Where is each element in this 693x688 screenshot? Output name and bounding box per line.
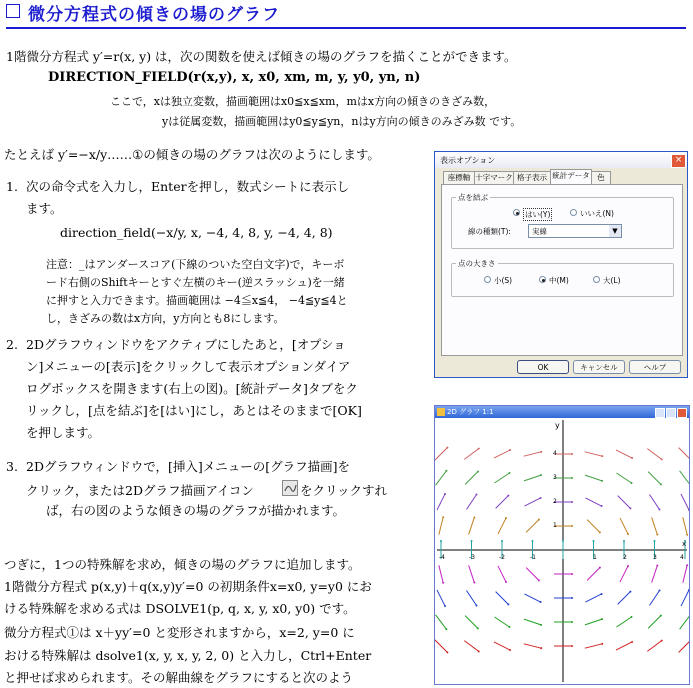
slope-endpoint	[627, 533, 629, 535]
slope-endpoint	[440, 540, 442, 542]
slope-segment	[620, 518, 628, 534]
slope-endpoint	[471, 540, 473, 542]
slope-segment	[464, 449, 478, 460]
slope-endpoint	[661, 458, 663, 460]
step-2-number: 2.	[6, 337, 18, 352]
slope-segment	[680, 615, 689, 629]
slope-endpoint	[540, 474, 542, 476]
y-axis-label: y	[555, 421, 560, 430]
slope-segment	[681, 494, 689, 510]
example-text: たとえば y′=−x/y……①の傾きの場のグラフは次のようにします。	[4, 147, 380, 162]
x-tick-m2: -2	[499, 554, 505, 561]
slope-segment	[648, 472, 661, 485]
checkbox-icon	[6, 4, 20, 18]
slope-segment	[524, 498, 540, 506]
slope-endpoint	[660, 615, 662, 617]
step-3-line-1: 2Dグラフウィンドウで，[挿入]メニューの[グラフ描画]を	[26, 459, 350, 474]
slope-endpoint	[540, 497, 542, 499]
x-axis-label: x	[682, 540, 687, 548]
slope-segment	[467, 591, 477, 606]
slope-endpoint	[475, 604, 477, 606]
slope-endpoint	[538, 519, 540, 521]
slope-endpoint	[478, 650, 480, 652]
dialog-title: 表示オプション	[440, 156, 496, 165]
x-tick-3: 3	[653, 554, 657, 561]
step-3-line-2b: をクリックすれ	[300, 483, 388, 498]
point-size-label: 点の大きさ	[458, 259, 496, 268]
slope-endpoint	[507, 603, 509, 605]
slope-endpoint	[599, 531, 601, 533]
slope-endpoint	[601, 643, 603, 645]
slope-endpoint	[631, 641, 633, 643]
slope-endpoint	[473, 516, 475, 518]
slope-segment	[467, 495, 477, 510]
line-type-label: 線の種類(T):	[468, 227, 511, 236]
slope-endpoint	[540, 601, 542, 603]
step-2-line-3: ログボックスを開きます(右上の図)。[統計データ]タブをク	[26, 381, 358, 396]
slope-segment	[495, 617, 510, 627]
step-1-line-1: 次の命令式を入力し，Enterを押し，数式シートに表示し	[26, 179, 350, 194]
slope-endpoint	[562, 540, 564, 542]
slope-endpoint	[627, 565, 629, 567]
step-2-line-5: を押します。	[26, 425, 101, 440]
note-line-2: ード右側のShiftキーとすぐ左横のキー(逆スラッシュ)を一緒	[46, 276, 345, 289]
slope-segment	[585, 644, 602, 648]
help-button[interactable]: ヘルプ	[629, 360, 681, 374]
slope-endpoint	[509, 449, 511, 451]
connect-yes-radio[interactable]	[513, 209, 520, 216]
slope-segment	[587, 568, 600, 581]
slope-segment	[680, 471, 689, 485]
slope-segment	[495, 473, 510, 483]
close-icon[interactable]	[677, 408, 687, 418]
slope-endpoint	[656, 564, 658, 566]
slope-segment	[469, 517, 475, 534]
slope-segment	[524, 644, 541, 648]
slope-endpoint	[477, 471, 479, 473]
connect-no-label[interactable]: いいえ(N)	[580, 209, 614, 218]
slope-segment	[585, 475, 602, 481]
slope-segment	[436, 615, 447, 629]
slope-endpoint	[630, 482, 632, 484]
step-1-line-2: ます。	[26, 201, 63, 216]
slope-segment	[683, 517, 687, 534]
slope-endpoint	[508, 626, 510, 628]
slope-segment	[524, 452, 541, 456]
slope-endpoint	[658, 508, 660, 510]
where-line-2: yは従属変数，描画範囲はy0≦y≦yn，nはy方向の傾きのみざみ数 です。	[162, 115, 522, 128]
slope-segment	[617, 617, 632, 627]
slope-endpoint	[623, 540, 625, 542]
command-text: direction_field(−x/y, x, −4, 4, 8, y, −4, 4, 8)	[60, 225, 333, 240]
step-3-number: 3.	[6, 459, 18, 474]
slope-segment	[647, 449, 661, 460]
slope-endpoint	[477, 627, 479, 629]
connect-points-label: 点を結ぶ	[458, 193, 488, 202]
connect-yes-label[interactable]: はい(Y)	[525, 210, 551, 219]
slope-endpoint	[599, 567, 601, 569]
slope-segment	[465, 472, 478, 485]
slope-segment	[439, 517, 443, 534]
slope-endpoint	[686, 564, 688, 566]
slope-endpoint	[540, 451, 542, 453]
tab-statistics[interactable]: 統計データ	[550, 169, 592, 185]
slope-endpoint	[658, 590, 660, 592]
slope-segment	[469, 565, 475, 582]
line-type-select[interactable]	[528, 224, 622, 238]
ok-button[interactable]: OK	[517, 360, 569, 374]
slope-endpoint	[446, 447, 448, 449]
bottom-line-4: 微分方程式①は x＋yy′=0 と変形されますから，x=2, y=0 に	[4, 625, 355, 640]
slope-segment	[585, 498, 601, 506]
slope-endpoint	[444, 605, 446, 607]
step-1-number: 1.	[6, 179, 18, 194]
slope-segment	[585, 619, 602, 625]
size-large-label[interactable]: 大(L)	[603, 276, 621, 285]
slope-endpoint	[442, 516, 444, 518]
slope-segment	[585, 452, 602, 456]
slope-endpoint	[445, 470, 447, 472]
close-icon[interactable]: ×	[671, 154, 686, 168]
maximize-icon[interactable]	[666, 408, 676, 418]
note-line-4: し，きざみの数はx方向，y方向とも8にします。	[46, 312, 285, 325]
slope-segment	[465, 616, 478, 629]
slope-segment	[496, 496, 509, 509]
slope-endpoint	[630, 616, 632, 618]
slope-endpoint	[601, 480, 603, 482]
size-small-radio[interactable]	[484, 276, 491, 283]
bottom-line-6: と押せば求められます。その解曲線をグラフにすると次のよう	[4, 670, 354, 685]
note-line-3: に押すと入力できます。描画範囲は −4≦x≦4， −4≦y≦4と	[46, 294, 348, 307]
slope-endpoint	[442, 582, 444, 584]
slope-endpoint	[654, 540, 656, 542]
graph-window	[434, 405, 690, 685]
y-tick-1: 1	[553, 522, 557, 529]
slope-endpoint	[571, 621, 573, 623]
x-tick-4: 4	[680, 554, 684, 561]
slope-segment	[435, 640, 447, 653]
x-tick-m1: -1	[530, 554, 536, 561]
slope-endpoint	[505, 517, 507, 519]
slope-segment	[587, 520, 600, 533]
direction-field-plot[interactable]	[435, 418, 689, 684]
slope-segment	[436, 471, 447, 485]
slope-endpoint	[540, 647, 542, 649]
slope-endpoint	[601, 618, 603, 620]
minimize-icon[interactable]	[655, 408, 665, 418]
intro-text: 1階微分方程式 y′=r(x, y) は，次の関数を使えば傾きの場のグラフを描くことができます。	[6, 49, 517, 64]
slope-segment	[494, 450, 510, 458]
step-2-line-1: 2Dグラフウィンドウをアクティブにしたあと，[オプショ	[26, 337, 346, 352]
slope-segment	[679, 448, 689, 461]
size-large-radio[interactable]	[593, 276, 600, 283]
slope-segment	[524, 594, 540, 602]
slope-endpoint	[601, 455, 603, 457]
slope-endpoint	[507, 495, 509, 497]
slope-endpoint	[571, 477, 573, 479]
step-2-line-2: ン]メニューの[表示]をクリックして表示オプションダイア	[26, 359, 351, 374]
slope-endpoint	[660, 483, 662, 485]
slope-endpoint	[593, 540, 595, 542]
slope-endpoint	[686, 534, 688, 536]
slope-segment	[524, 619, 541, 625]
slope-segment	[650, 495, 660, 510]
display-options-dialog	[434, 151, 688, 378]
slope-segment	[437, 590, 445, 606]
slope-segment	[681, 590, 689, 606]
slope-segment	[585, 594, 601, 602]
slope-segment	[496, 592, 509, 605]
x-tick-m3: -3	[469, 554, 475, 561]
slope-endpoint	[501, 540, 503, 542]
connect-points-group	[451, 197, 674, 249]
size-medium-label[interactable]: 中(M)	[549, 276, 569, 285]
slope-endpoint	[478, 448, 480, 450]
tab-pane	[441, 184, 683, 356]
y-tick-3: 3	[553, 474, 557, 481]
x-tick-2: 2	[623, 554, 627, 561]
size-medium-radio[interactable]	[539, 276, 546, 283]
slope-segment	[652, 517, 658, 534]
y-tick-4: 4	[553, 450, 557, 457]
tab-axes[interactable]: 座標軸	[443, 171, 475, 185]
tab-grid[interactable]: 格子表示	[513, 171, 551, 185]
slope-endpoint	[509, 649, 511, 651]
connect-no-radio[interactable]	[570, 209, 577, 216]
slope-segment	[524, 475, 541, 481]
slope-segment	[679, 640, 689, 653]
size-small-label[interactable]: 小(S)	[494, 276, 513, 285]
slope-segment	[648, 616, 661, 629]
slope-endpoint	[656, 534, 658, 536]
slope-endpoint	[629, 591, 631, 593]
slope-segment	[498, 518, 506, 534]
bottom-line-3: ける特殊解を求める式は DSOLVE1(p, q, x, y, x0, y0) です。	[4, 601, 356, 616]
step-2-line-4: リックし，[点を結ぶ]を[はい]にし，あとはそのままで[OK]	[26, 403, 362, 418]
slope-segment	[498, 566, 506, 582]
slope-endpoint	[571, 501, 573, 503]
slope-segment	[618, 592, 631, 605]
bottom-line-2: 1階微分方程式 p(x,y)＋q(x,y)y′=0 の初期条件x=x0, y=y0 にお	[4, 579, 372, 594]
slope-segment	[618, 496, 631, 509]
slope-endpoint	[571, 525, 573, 527]
slope-endpoint	[661, 640, 663, 642]
slope-endpoint	[540, 624, 542, 626]
slope-endpoint	[571, 453, 573, 455]
slope-endpoint	[571, 573, 573, 575]
slope-endpoint	[532, 540, 534, 542]
slope-endpoint	[601, 505, 603, 507]
tab-crosshair[interactable]: 十字マーク	[474, 171, 514, 185]
cancel-button[interactable]: キャンセル	[573, 360, 625, 374]
step-3-line-3: ば，右の図のような傾きの場のグラフが描かれます。	[46, 503, 346, 518]
slope-segment	[652, 565, 658, 582]
slope-segment	[464, 641, 478, 652]
slope-segment	[437, 494, 445, 510]
step-3-line-2a: クリック，または2Dグラフ描画アイコン	[26, 483, 254, 498]
slope-endpoint	[505, 581, 507, 583]
slope-segment	[435, 448, 447, 461]
slope-endpoint	[571, 645, 573, 647]
graph-plot-icon[interactable]	[282, 480, 298, 496]
slope-segment	[683, 565, 687, 582]
slope-endpoint	[444, 493, 446, 495]
page-title: 微分方程式の傾きの場のグラフ	[28, 5, 280, 25]
graph-window-title: 2D グラフ 1:1	[447, 408, 494, 416]
slope-segment	[616, 450, 632, 458]
slope-segment	[616, 642, 632, 650]
app-icon	[437, 408, 445, 416]
x-tick-1: 1	[593, 554, 597, 561]
y-tick-2: 2	[553, 498, 557, 505]
slope-segment	[526, 568, 539, 581]
slope-endpoint	[629, 507, 631, 509]
line-type-value: 実線	[532, 227, 547, 236]
chevron-down-icon[interactable]: ▼	[609, 225, 621, 237]
slope-segment	[439, 565, 443, 582]
slope-segment	[650, 591, 660, 606]
slope-segment	[620, 566, 628, 582]
slope-endpoint	[446, 651, 448, 653]
function-signature: DIRECTION_FIELD(r(x,y), x, x0, xm, m, y, y0, yn, n)	[48, 70, 421, 85]
slope-endpoint	[631, 457, 633, 459]
bottom-line-1: つぎに，1つの特殊解を求め，傾きの場のグラフに追加します。	[4, 557, 361, 572]
slope-endpoint	[475, 494, 477, 496]
slope-segment	[526, 520, 539, 533]
slope-segment	[494, 642, 510, 650]
slope-endpoint	[473, 582, 475, 584]
note-line-1: 注意：_はアンダースコア(下線のついた空白文字)で，キーボ	[46, 258, 345, 271]
slope-endpoint	[538, 579, 540, 581]
slope-endpoint	[508, 472, 510, 474]
tab-color[interactable]: 色	[591, 171, 611, 185]
bottom-line-5: おける特殊解は dsolve1(x, y, x, y, 2, 0) と入力し，Ctrl+Enter	[4, 648, 372, 663]
x-tick-m4: -4	[439, 554, 445, 561]
slope-segment	[617, 473, 632, 483]
slope-segment	[647, 641, 661, 652]
slope-endpoint	[601, 593, 603, 595]
where-line-1: ここで，xは独立変数，描画範囲はx0≦x≦xm，mはx方向の傾きのきざみ数，	[110, 95, 496, 108]
slope-endpoint	[445, 628, 447, 630]
slope-endpoint	[571, 597, 573, 599]
